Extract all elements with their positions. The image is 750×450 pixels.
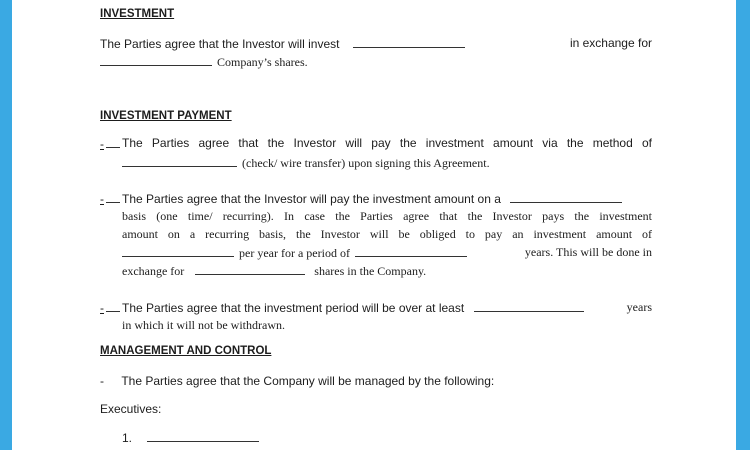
- payment-shares-blank[interactable]: [195, 263, 305, 275]
- investment-line-2: [100, 54, 308, 69]
- payment-item2-line5: [122, 263, 426, 278]
- management-item1: [100, 374, 494, 388]
- bullet-marker: -: [100, 136, 120, 151]
- payment-item1-text-b: (check/ wire transfer) upon signing this Agreement.: [242, 156, 490, 170]
- investment-amount-blank[interactable]: [353, 36, 465, 48]
- payment-item2-text-e1: exchange for: [122, 264, 185, 278]
- payment-item2-text-e2: shares in the Company.: [314, 264, 427, 278]
- management-heading: MANAGEMENT AND CONTROL: [100, 345, 272, 357]
- bullet-marker: -: [100, 300, 120, 315]
- payment-method-blank[interactable]: [122, 155, 237, 167]
- payment-item2-text-d1: per year for a period of: [239, 246, 350, 260]
- investment-text-2: Company’s shares.: [217, 55, 308, 69]
- executives-label: Executives:: [100, 402, 162, 416]
- payment-item2-text-d2: years. This will be done in: [524, 245, 652, 259]
- document-page: [12, 0, 736, 450]
- investment-line-1: [100, 36, 652, 51]
- payment-item2-line3: amount on a recurring basis, the Investor will be obliged to pay an investment amount of: [122, 227, 652, 241]
- payment-period-blank[interactable]: [355, 245, 467, 257]
- payment-item2-text-a: The Parties agree that the Investor will pay the investment amount on a: [122, 192, 501, 206]
- payment-amount-blank[interactable]: [122, 245, 234, 257]
- investment-payment-heading: INVESTMENT PAYMENT: [100, 110, 232, 122]
- payment-item3-text-a2: years: [626, 300, 652, 314]
- payment-item3-line1: [122, 300, 652, 315]
- executive-name-blank[interactable]: [147, 430, 259, 442]
- investment-company-blank[interactable]: [100, 54, 212, 66]
- management-bullet: -: [100, 374, 104, 388]
- executive-list-item-1: [122, 430, 261, 445]
- list-number: 1.: [122, 431, 133, 445]
- investment-heading: INVESTMENT: [100, 8, 175, 20]
- investment-period-blank[interactable]: [474, 300, 584, 312]
- payment-basis-blank[interactable]: [510, 191, 622, 203]
- payment-item1-line1: The Parties agree that the Investor will pay the investment amount via the method of: [122, 136, 652, 150]
- payment-item3-text-a: The Parties agree that the investment period will be over at least: [122, 301, 465, 315]
- bullet-marker: -: [100, 191, 120, 206]
- investment-text-1b: in exchange for: [569, 36, 652, 50]
- payment-item3-line2: in which it will not be withdrawn.: [122, 318, 285, 332]
- payment-item2-line2: basis (one time/ recurring). In case the Parties agree that the Investor pays the investment: [122, 209, 652, 223]
- management-item1-text: The Parties agree that the Company will be managed by the following:: [121, 374, 495, 388]
- payment-item2-line1: [122, 191, 652, 206]
- payment-item2-line4: [122, 245, 652, 260]
- investment-text-1a: The Parties agree that the Investor will invest: [100, 37, 340, 51]
- payment-item1-line2: [122, 155, 490, 170]
